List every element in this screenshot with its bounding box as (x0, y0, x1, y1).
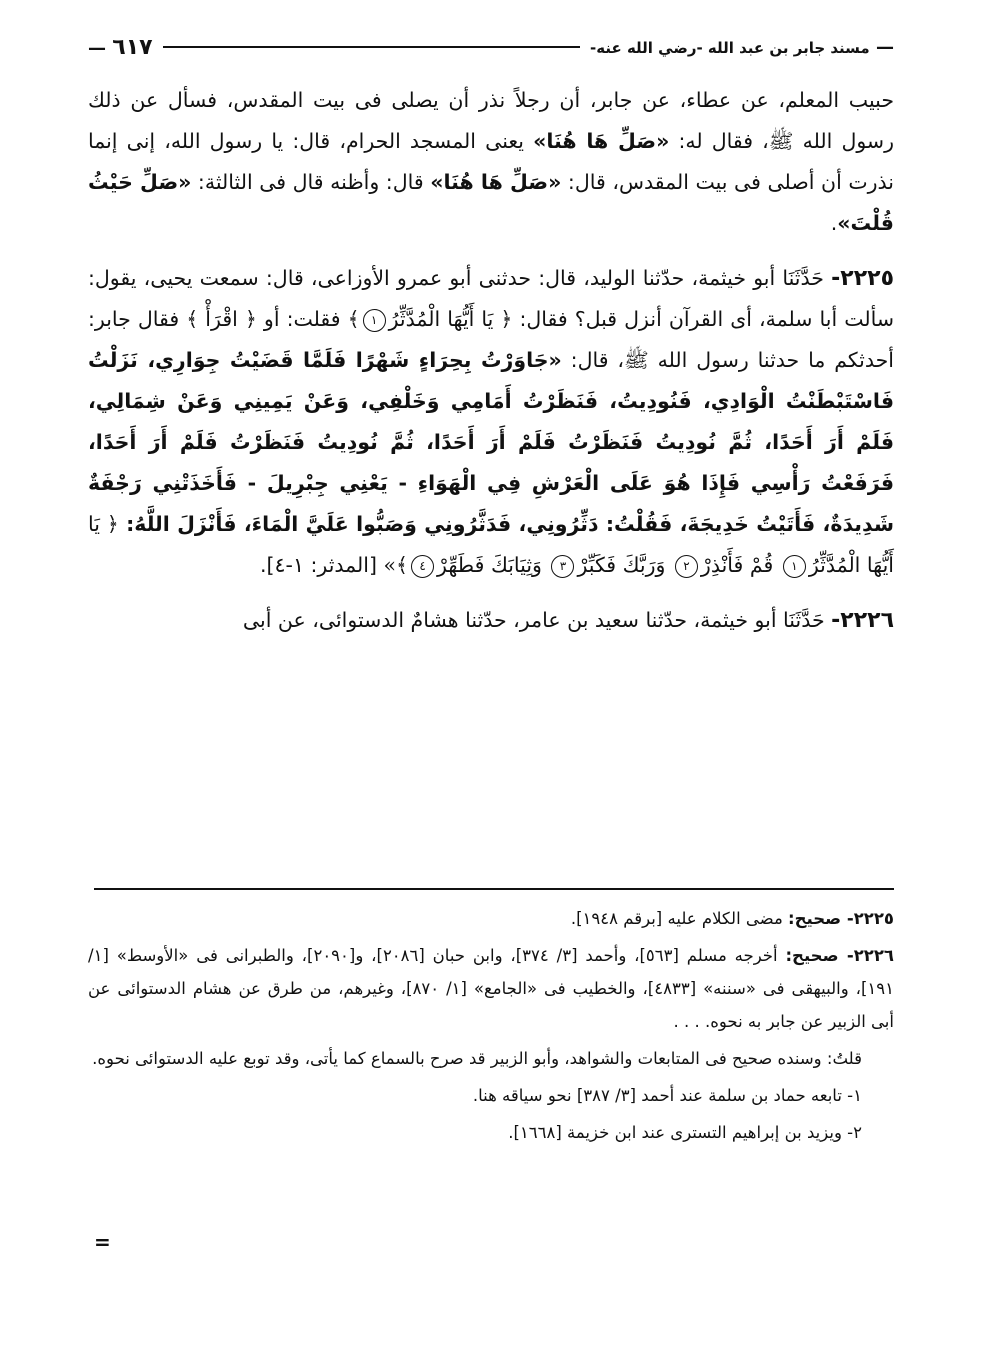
quran-verse-3b: قُمْ فَأَنْذِرْ (700, 553, 780, 577)
p1-text-3: قال: وأظنه قال فى الثالثة: (191, 170, 431, 194)
footnote-label: ٢٢٢٦- صحيح: (785, 946, 895, 965)
quran-verse-3a: ﴿ يَا أَيُّهَا الْمُدَّثِّرُ (88, 512, 894, 577)
p1-end: . (830, 211, 838, 235)
footnote-text: مضى الكلام عليه [برقم ١٩٤٨]. (570, 909, 789, 928)
footnote-divider (94, 888, 894, 890)
quran-verse-2: ﴿ اقْرَأْ ﴾ (186, 307, 257, 331)
quran-verse-3c: وَرَبَّكَ فَكَبِّرْ (577, 553, 672, 577)
p1-quote-2: «صَلِّ هَا هُنَا» (430, 170, 562, 194)
p1-quote-3: «صَلِّ حَيْثُ قُلْتَ» (88, 170, 894, 235)
quran-close-1: ﴾ (347, 307, 360, 331)
main-text (88, 80, 894, 641)
hadith-text: «جَاوَرْتُ بِحِرَاءٍ شَهْرًا فَلَمَّا قَضَيْتُ جِوَارِي، نَزَلْتُ فَاسْتَبْطَنْتُ الْوَادِي، فَنُودِيتُ، فَنَظَرْتُ أَمَامِي وَخَلْفِي، وَعَنْ يَمِينِي وَعَنْ شِمَالِي، فَلَمْ أَرَ أَحَدًا، ثُمَّ نُودِيتُ فَنَظَرْتُ فَلَمْ أَرَ أَحَدًا، ثُمَّ نُودِيتُ فَنَظَرْتُ فَلَمْ أَرَ أَحَدًا، فَرَفَعْتُ رَأْسِي فَإِذَا هُوَ عَلَى الْعَرْشِ فِي الْهَوَاءِ - يَعْنِي جِبْرِيلَ - فَأَخَذَتْنِي رَجْفَةٌ شَدِيدَةٌ، فَأَتَيْتُ خَدِيجَةَ، فَقُلْتُ: دَثِّرُونِي، فَدَثَّرُونِي وَصَبُّوا عَلَيَّ الْمَاءَ، فَأَنْزَلَ اللَّهُ: (88, 348, 894, 536)
paragraph-1 (88, 80, 894, 244)
quran-verse-3d: وَثِيَابَكَ فَطَهِّرْ (437, 553, 549, 577)
footnote-2226 (88, 939, 894, 1038)
footnote-item-2: ٢- ويزيد بن إبراهيم التسترى عند ابن خزيمة [١٦٦٨]. (508, 1123, 862, 1142)
p1-text-2: يعنى المسجد الحرام، قال: يا رسول الله، إنى إنما نذرت أن أصلى فى بيت المقدس، قال: (88, 129, 894, 194)
p2-intro: حَدَّثَنَا أبو خيثمة، حدّثنا الوليد، قال: حدثنى أبو عمرو الأوزاعى، قال: سمعت يحيى، يقول: سألت أبا سلمة، أى القرآن أنزل قبل؟ فقال: (88, 266, 894, 331)
ayah-number-marker: ١ (363, 309, 386, 332)
ayah-number-marker: ٤ (411, 555, 434, 578)
footnotes (88, 902, 894, 1153)
continuation-mark: = (94, 1230, 111, 1254)
p1-text-1: حبيب المعلم، عن عطاء، عن جابر، أن رجلاً نذر أن يصلى فى بيت المقدس، فسأل عن ذلك رسول الله ﷺ، فقال له: (88, 88, 894, 153)
page-number-text: ٦١٧ (112, 34, 153, 60)
p2-mid-2: فقال جابر: أحدثكم ما حدثنا رسول الله ﷺ، قال: (88, 307, 894, 372)
page-number: ٦١٧ — (88, 34, 153, 60)
footnote-text: أخرجه مسلم [٥٦٣]، وأحمد [٣/ ٣٧٤]، وابن حبان [٢٠٨٦]، و[٢٠٩٠]، والطبرانى فى «الأوسط» [١/ ١٩١]، والبيهقى فى «سننه» [٤٨٣٣]، والخطيب فى «الجامع» [١/ ٨٧٠]، وغيرهم، من طرق عن هشام الدستوائى عن أبى الزبير عن جابر به نحوه. . . . (88, 946, 895, 1031)
p1-quote-1: «صَلِّ هَا هُنَا» (533, 129, 670, 153)
ayah-number-marker: ٢ (675, 555, 698, 578)
header-rule (163, 46, 580, 48)
ayah-number-marker: ١ (783, 555, 806, 578)
p2-mid: فقلت: أو (256, 307, 348, 331)
p3-text: حَدَّثَنَا أبو خيثمة، حدّثنا سعيد بن عامر، حدّثنا هشامٌ الدستوائى، عن أبى (242, 608, 832, 632)
hadith-number-2225: ٢٢٢٥- (831, 266, 894, 291)
surah-reference: [المدثر: ١-٤]. (260, 553, 384, 577)
running-title-text: مسند جابر بن عبد الله -رضي الله عنه- (590, 38, 870, 57)
running-title: — مسند جابر بن عبد الله -رضي الله عنه- (590, 36, 894, 58)
quran-close-3: ﴾» (383, 553, 409, 577)
ayah-number-marker: ٣ (551, 555, 574, 578)
footnote-2225 (88, 902, 894, 935)
running-header (88, 30, 894, 64)
hadith-number-2226: ٢٢٢٦- (831, 608, 894, 633)
book-page (88, 0, 894, 1347)
paragraph-2225 (88, 258, 894, 586)
footnote-label: ٢٢٢٥- صحيح: (788, 909, 894, 928)
footnote-comment: قلتُ: وسنده صحيح فى المتابعات والشواهد، وأبو الزبير قد صرح بالسماع كما يأتى، وقد توبع عليه الدستوائى نحوه. (92, 1049, 862, 1068)
footnote-item-1: ١- تابعه حماد بن سلمة عند أحمد [٣/ ٣٨٧] نحو سياقه هنا. (472, 1086, 862, 1105)
quran-verse-1: ﴿ يَا أَيُّهَا الْمُدَّثِّرُ (388, 307, 513, 331)
paragraph-2226 (88, 600, 894, 641)
